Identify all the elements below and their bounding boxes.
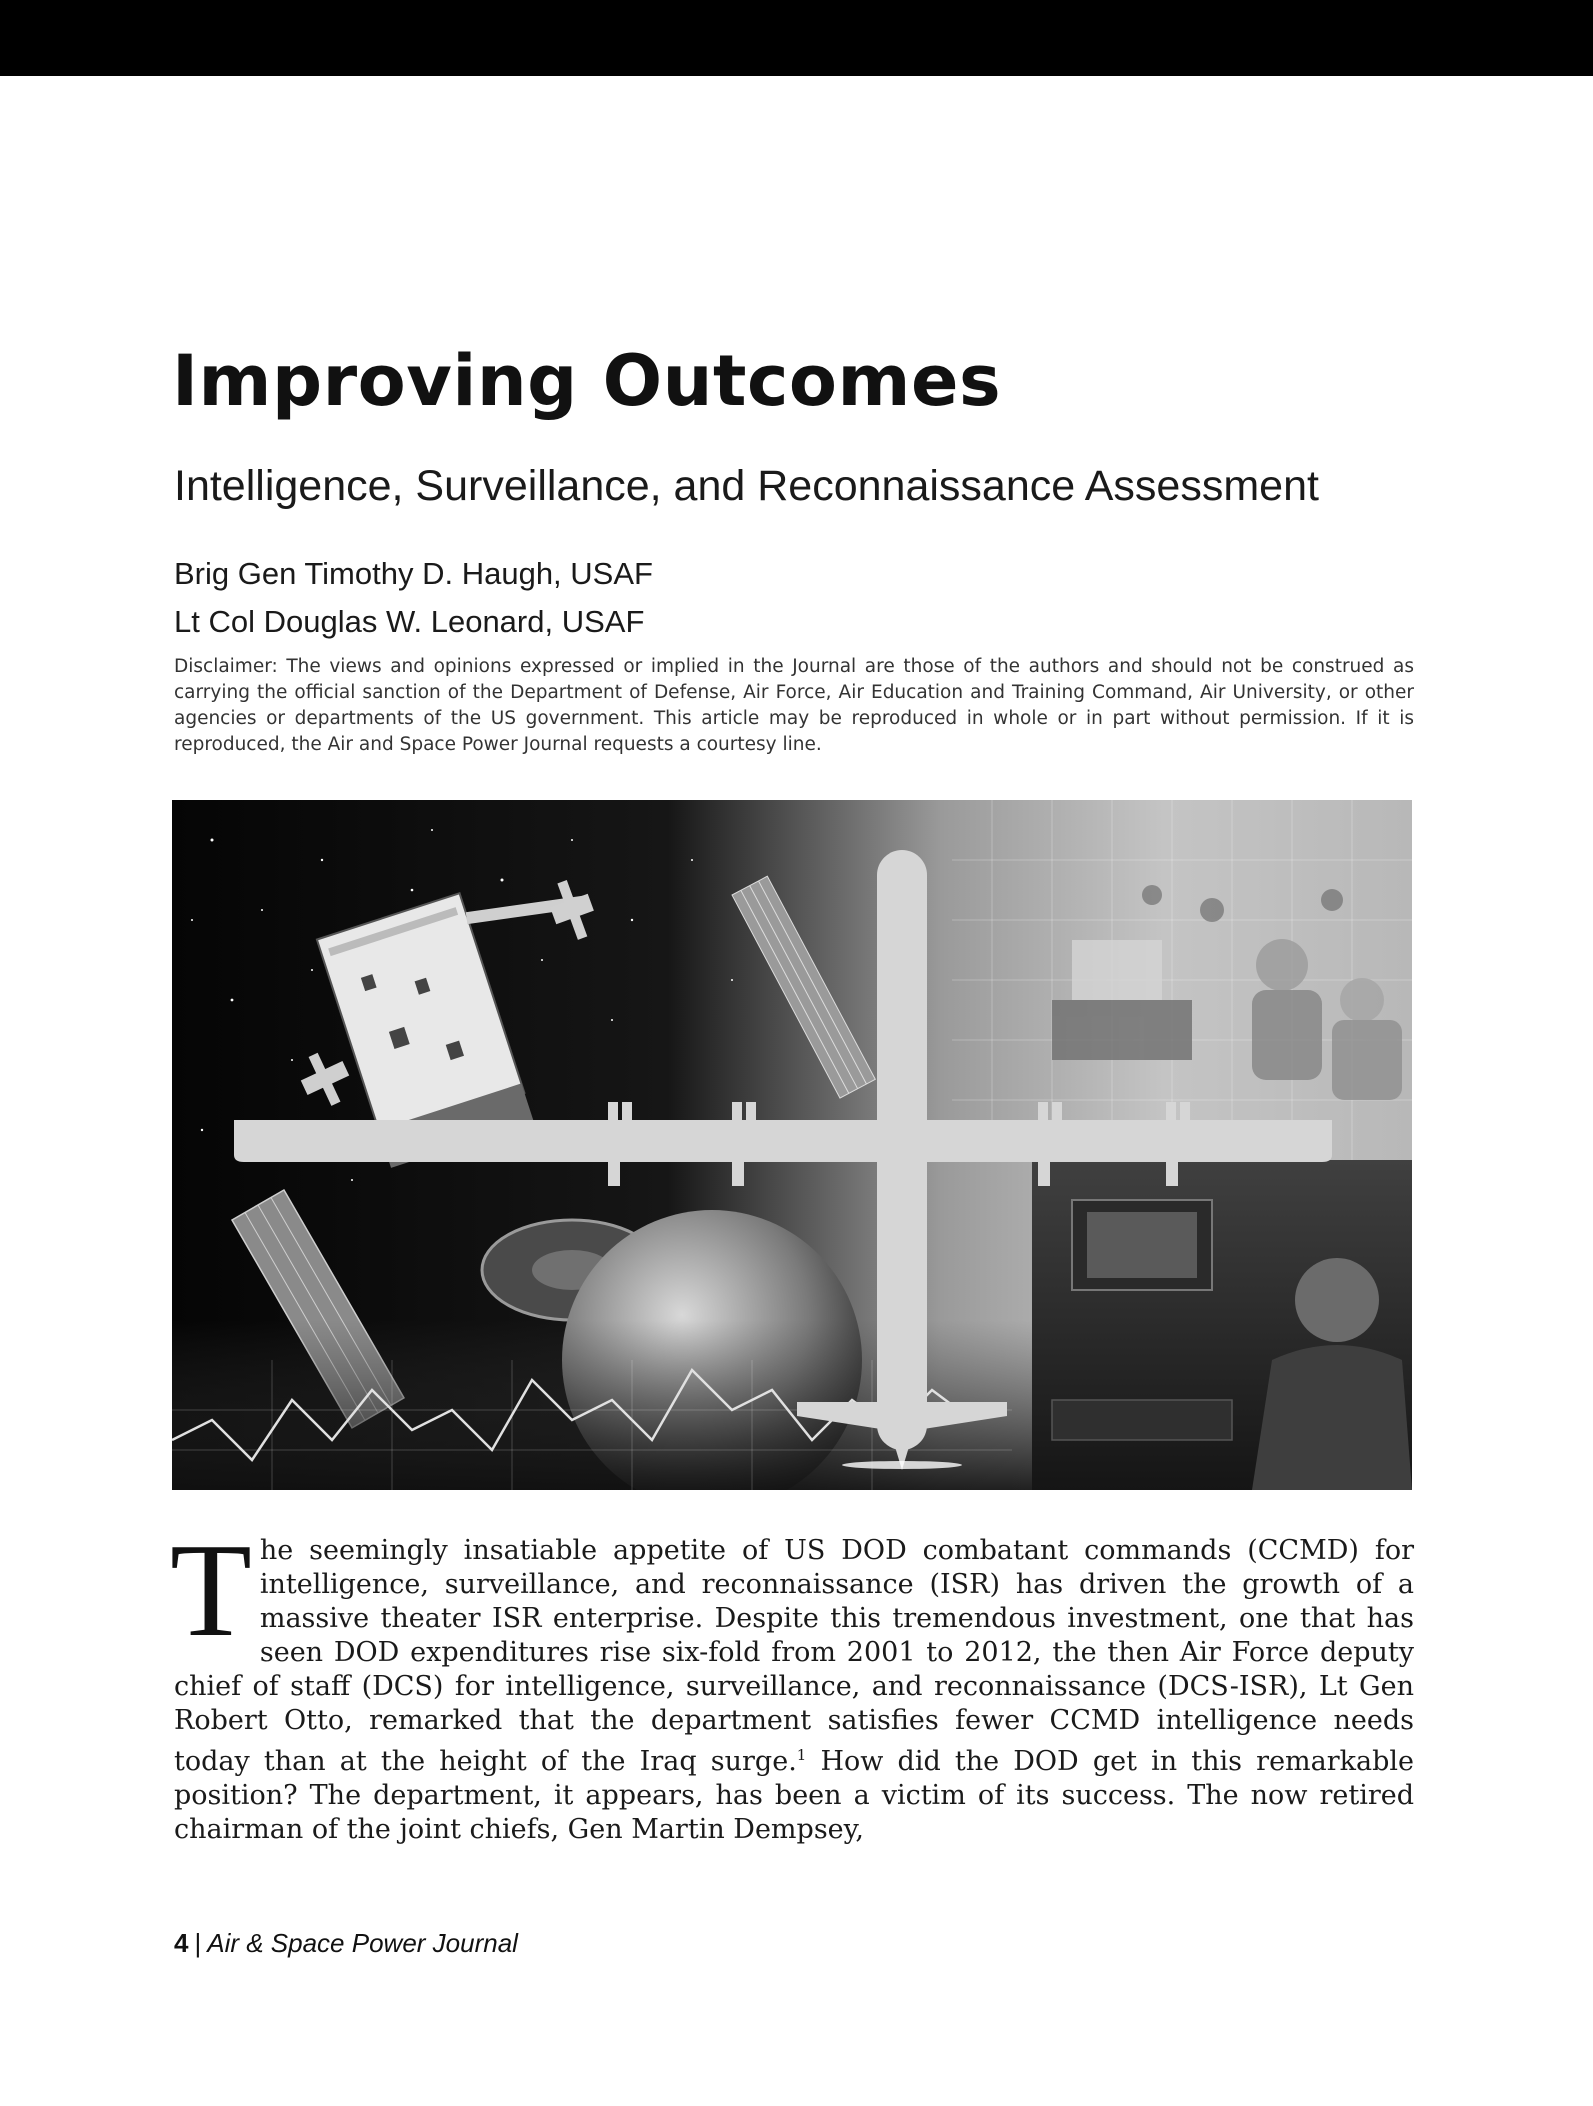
top-black-bar <box>0 0 1593 76</box>
operator-body <box>1252 1345 1412 1490</box>
body-text-part-2: How did the DOD get in this remarkable position? The department, it appears, has been a victim of its success. The now retired chairman of the joint chiefs, Gen Martin Dempsey, <box>174 1746 1415 1845</box>
page-footer <box>174 1928 518 1959</box>
article-subtitle: Intelligence, Surveillance, and Reconnaissance Assessment <box>174 462 1319 510</box>
body-text-part-1: he seemingly insatiable appetite of US DOD combatant commands (CCMD) for intelligence, surveillance, and reconnaissance (ISR) has driven the growth of a massive theater ISR enterprise. Despite this tremendous investment, one that has seen DOD expenditures rise six-fold from 2001 to 2012, the then Air Force deputy chief of staff (DCS) for intelligence, surveillance, and reconnaissance (DCS-ISR), Lt Gen Robert Otto, remarked that the department satisfies fewer CCMD intelligence needs today than at the height of the Iraq surge. <box>174 1535 1414 1777</box>
footnote-reference[interactable]: 1 <box>796 1746 807 1764</box>
hero-illustration <box>172 800 1412 1490</box>
body-paragraph <box>170 1516 1415 1847</box>
operator-head <box>1295 1258 1379 1342</box>
page-number: 4 <box>174 1928 189 1958</box>
author-2: Lt Col Douglas W. Leonard, USAF <box>174 604 645 639</box>
author-1: Brig Gen Timothy D. Haugh, USAF <box>174 556 653 591</box>
engine-glow <box>842 1461 962 1469</box>
disclaimer: Disclaimer: The views and opinions expressed or implied in the Journal are those of the authors and should not be construed as carrying the official sanction of the Department of Defense, Air Force, Air Education and Training Command, Air University, or other agencies or departments of the US government. This article may be reproduced in whole or in part without permission. If it is reproduced, the Air and Space Power Journal requests a courtesy line. <box>174 656 1414 755</box>
footer-separator: | <box>194 1928 202 1958</box>
article-title: Improving Outcomes <box>172 340 1002 422</box>
drop-cap: T <box>170 1516 252 1664</box>
journal-name: Air & Space Power Journal <box>207 1928 518 1958</box>
